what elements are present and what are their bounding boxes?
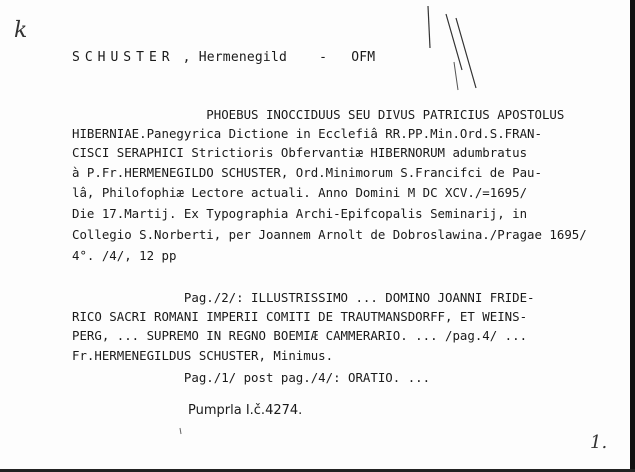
header-separator: , (182, 50, 191, 65)
cataloger-signature: Pumprla I.č.4274. (188, 403, 303, 418)
body-line: à P.Fr.HERMENEGILDO SCHUSTER, Ord.Minimorum S.Francifci de Pau- (72, 165, 542, 180)
author-given-name: Hermenegild (198, 50, 288, 65)
scan-edge-right (630, 0, 635, 472)
card-header (72, 50, 375, 65)
body-line: RICO SACRI ROMANI IMPERII COMITI DE TRAUTMANSDORFF, ET WEINS- (72, 309, 528, 324)
header-dash: - (319, 50, 328, 65)
body-line: Pag./2/: ILLUSTRISSIMO ... DOMINO JOANNI FRIDE- (72, 290, 535, 305)
body-line: HIBERNIAE.Panegyrica Dictione in Ecclefiâ RR.PP.Min.Ord.S.FRAN- (72, 126, 542, 141)
author-surname: SCHUSTER (72, 50, 175, 65)
body-line: Fr.HERMENEGILDUS SCHUSTER, Minimus. (72, 348, 334, 363)
body-line: lâ, Philofophiæ Lectore actuali. Anno Domini M DC XCV./=1695/ (72, 185, 528, 200)
body-line: 4°. /4/, 12 pp (72, 248, 177, 263)
religious-order: OFM (351, 50, 376, 65)
body-line: PHOEBUS INOCCIDUUS SEU DIVUS PATRICIUS APOSTOLUS (72, 107, 565, 122)
body-line: Collegio S.Norberti, per Joannem Arnolt de Dobroslawina./Pragae 1695/ (72, 227, 587, 242)
corner-mark: k (14, 18, 28, 43)
body-line: Die 17.Martij. Ex Typographia Archi-Epifcopalis Seminarij, in (72, 206, 528, 221)
body-line: PERG, ... SUPREMO IN REGNO BOEMIÆ CAMMERARIO. ... /pag.4/ ... (72, 328, 528, 343)
page-number: 1. (590, 432, 608, 453)
body-line: CISCI SERAPHICI Strictioris Obfervantiæ HIBERNORUM adumbratus (72, 145, 528, 160)
body-line: Pag./1/ post pag./4/: ORATIO. ... (72, 370, 431, 385)
